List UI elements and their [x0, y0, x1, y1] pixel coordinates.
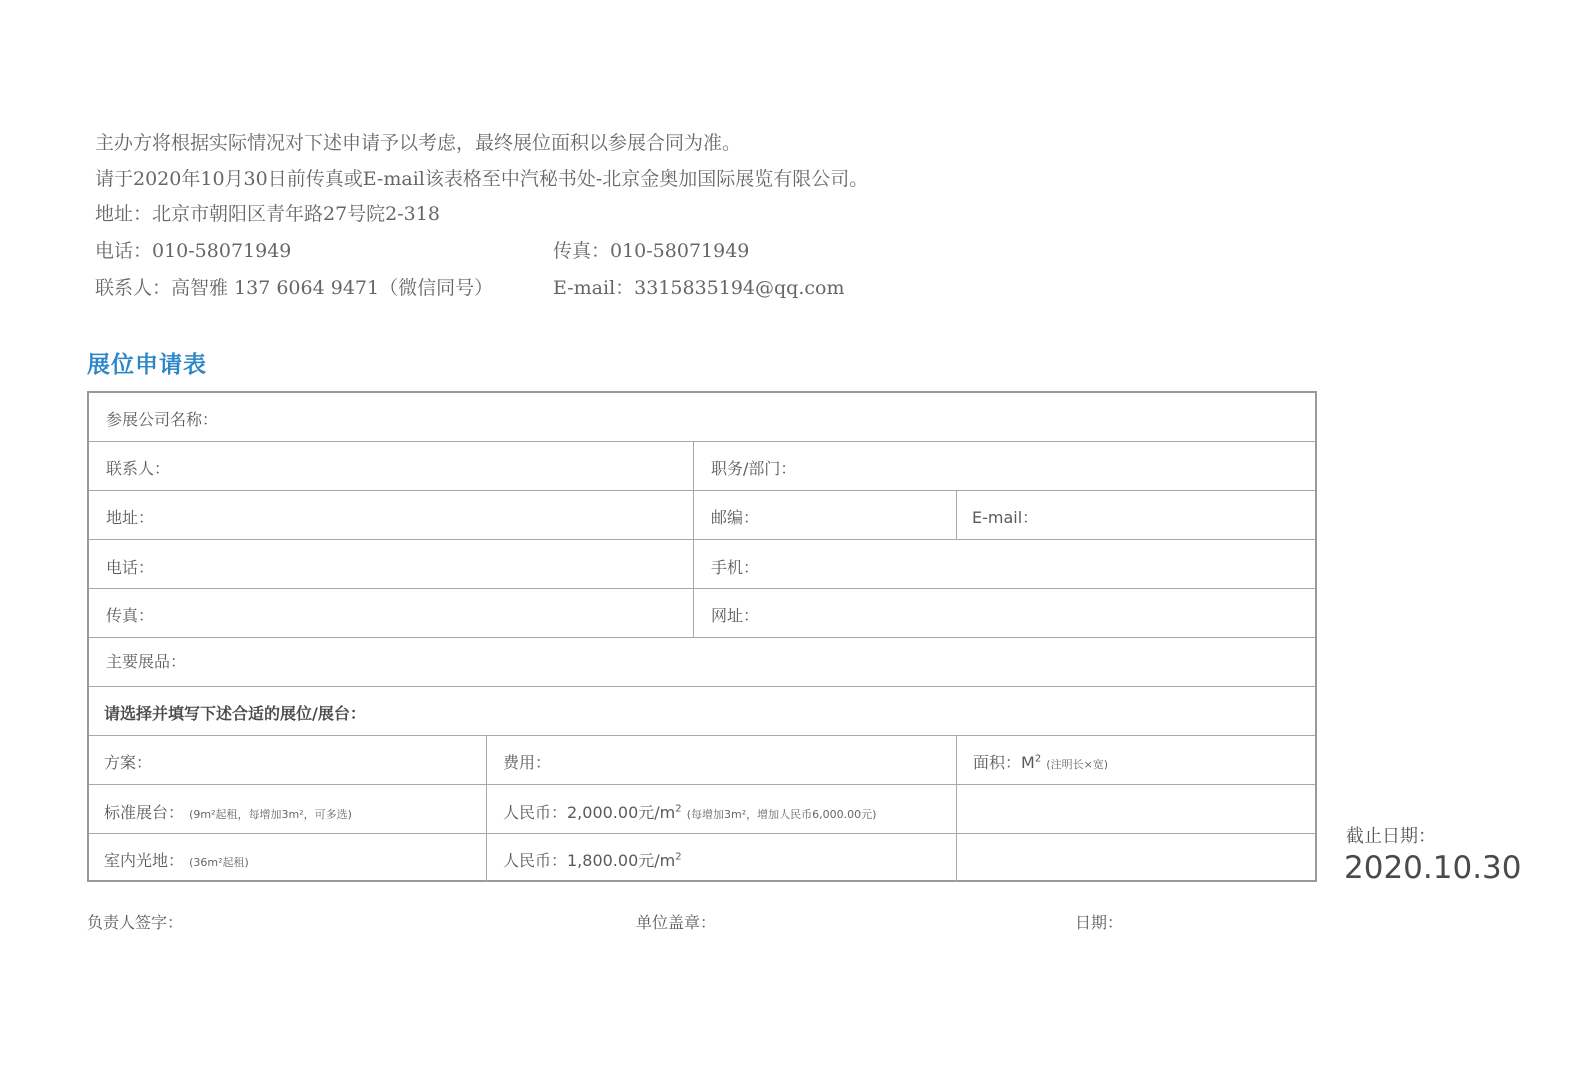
- area-note: (注明长×宽): [1046, 758, 1109, 771]
- raw-space-fee-label: 人民币：1,800.00元/m: [503, 851, 676, 870]
- raw-space-option[interactable]: [104, 848, 249, 871]
- plan-header: 方案：: [104, 753, 153, 772]
- row-divider: [89, 784, 1315, 785]
- raw-space-label: 室内光地：: [104, 851, 185, 870]
- raw-space-fee-sup: 2: [675, 851, 682, 863]
- column-divider: [956, 735, 957, 882]
- intro-email: E-mail：3315835194@qq.com: [553, 277, 845, 299]
- row-divider: [89, 588, 1315, 589]
- main-products-field[interactable]: 主要展品：: [106, 652, 187, 671]
- column-divider: [486, 735, 487, 882]
- row-divider: [89, 490, 1315, 491]
- row-divider: [89, 441, 1315, 442]
- fee-header: 费用：: [503, 753, 552, 772]
- intro-phone: 电话：010-58071949: [95, 240, 292, 262]
- phone-field[interactable]: 电话：: [106, 558, 155, 577]
- row-divider: [89, 539, 1315, 540]
- booth-select-prompt: 请选择并填写下述合适的展位/展台：: [104, 704, 366, 723]
- standard-booth-label: 标准展台：: [104, 803, 185, 822]
- signer-signature-label: 负责人签字：: [87, 913, 184, 932]
- intro-fax: 传真：010-58071949: [553, 240, 750, 262]
- area-header: [973, 750, 1108, 773]
- intro-line-1: 主办方将根据实际情况对下述申请予以考虑，最终展位面积以参展合同为准。: [95, 132, 742, 154]
- date-label: 日期：: [1075, 913, 1124, 932]
- position-field[interactable]: 职务/部门：: [711, 459, 797, 478]
- standard-booth-option[interactable]: [104, 800, 352, 823]
- address-field[interactable]: 地址：: [106, 508, 155, 527]
- area-unit: M: [1021, 753, 1035, 772]
- standard-fee-sup: 2: [675, 803, 682, 815]
- postcode-field[interactable]: 邮编：: [711, 508, 760, 527]
- standard-fee-note: (每增加3m²，增加人民币6,000.00元): [686, 808, 877, 821]
- email-field[interactable]: E-mail：: [972, 508, 1039, 527]
- raw-space-note: (36m²起租): [189, 856, 249, 869]
- area-unit-sup: 2: [1034, 753, 1042, 765]
- row-divider: [89, 637, 1315, 638]
- contact-person-field[interactable]: 联系人：: [106, 459, 171, 478]
- row-divider: [89, 686, 1315, 687]
- raw-space-fee: [503, 848, 682, 871]
- fax-field[interactable]: 传真：: [106, 606, 155, 625]
- standard-booth-note: (9m²起租，每增加3m²，可多选): [189, 808, 352, 821]
- row-divider: [89, 833, 1315, 834]
- form-title: 展位申请表: [87, 352, 207, 378]
- deadline-label: 截止日期：: [1346, 826, 1436, 847]
- standard-booth-fee: [503, 800, 876, 823]
- column-divider: [956, 490, 957, 539]
- standard-fee-label: 人民币：2,000.00元/m: [503, 803, 676, 822]
- row-divider: [89, 735, 1315, 736]
- intro-line-2: 请于2020年10月30日前传真或E-mail该表格至中汽秘书处-北京金奥加国际展览有限公司。: [95, 168, 869, 190]
- booth-application-form: [87, 391, 1317, 882]
- intro-contact: 联系人：高智雅 137 6064 9471（微信同号）: [95, 277, 494, 299]
- area-header-label: 面积：: [973, 753, 1022, 772]
- company-stamp-label: 单位盖章：: [636, 913, 717, 932]
- company-name-field[interactable]: 参展公司名称：: [106, 410, 219, 429]
- intro-address: 地址：北京市朝阳区青年路27号院2-318: [95, 203, 440, 225]
- mobile-field[interactable]: 手机：: [711, 558, 760, 577]
- website-field[interactable]: 网址：: [711, 606, 760, 625]
- column-divider: [693, 441, 694, 637]
- deadline-value: 2020.10.30: [1344, 850, 1522, 886]
